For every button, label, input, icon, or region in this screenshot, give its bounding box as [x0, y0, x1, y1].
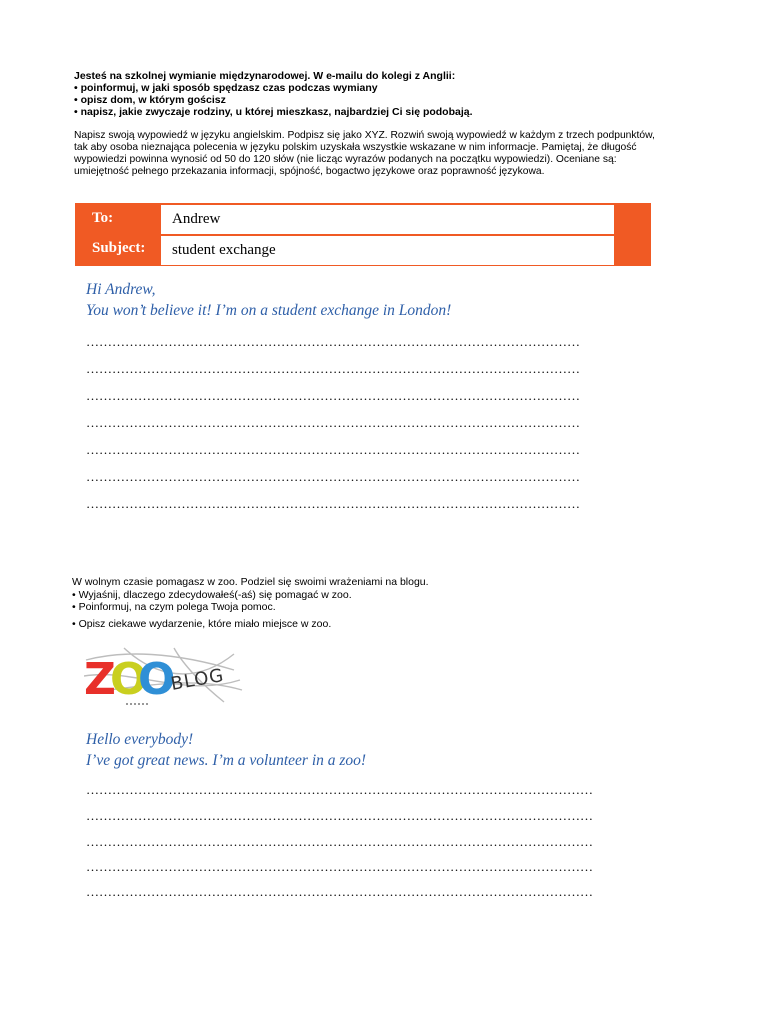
- task2-instructions: [72, 576, 429, 630]
- answer-line[interactable]: ……………………………………………………………………………………………………: [86, 388, 580, 403]
- zoo-letter-o: O: [138, 654, 176, 705]
- instruction-line: tak aby osoba nieznająca polecenia w języku polskim uzyskała wszystkie wskazane w nim informacje. Pamiętaj, że długość: [74, 142, 637, 153]
- task1-line: • poinformuj, w jaki sposób spędzasz czas podczas wymiany: [74, 82, 378, 94]
- answer-line[interactable]: ……………………………………………………………………………………………………: [86, 442, 580, 457]
- task1-line: • opisz dom, w którym gościsz: [74, 94, 226, 106]
- answer-line[interactable]: ……………………………………………………………………………………………………: [86, 361, 580, 376]
- zoo-blog-logo: [84, 646, 244, 706]
- blog-greeting: Hello everybody!: [86, 731, 194, 748]
- zoo-letter-z: Z: [84, 654, 116, 705]
- to-field[interactable]: Andrew: [161, 205, 614, 234]
- task1-instructions: [74, 70, 473, 118]
- email-header: [75, 203, 651, 266]
- to-label: To:: [92, 210, 114, 226]
- blog-opening: I’ve got great news. I’m a volunteer in a zoo!: [86, 752, 367, 769]
- answer-line[interactable]: ………………………………………………………………………………………………………: [86, 782, 593, 797]
- answer-line[interactable]: ……………………………………………………………………………………………………: [86, 415, 580, 430]
- answer-line[interactable]: ……………………………………………………………………………………………………: [86, 469, 580, 484]
- answer-line[interactable]: ……………………………………………………………………………………………………: [86, 334, 580, 349]
- answer-line[interactable]: ………………………………………………………………………………………………………: [86, 834, 593, 849]
- task1-line: • napisz, jakie zwyczaje rodziny, u której mieszkasz, najbardziej Ci się podobają.: [74, 106, 473, 118]
- instruction-line: wypowiedzi powinna wynosić od 50 do 120 słów (nie licząc wyrazów podanych na początku wypowiedzi). Oceniane są:: [74, 154, 617, 165]
- email-opening: You won’t believe it! I’m on a student exchange in London!: [86, 302, 452, 319]
- blog-word: BLOG: [169, 664, 226, 695]
- instruction-line: umiejętność pełnego przekazania informacji, spójność, bogactwo językowe oraz poprawność językowa.: [74, 166, 545, 177]
- task2-line: • Wyjaśnij, dlaczego zdecydowałeś(-aś) się pomagać w zoo.: [72, 588, 352, 601]
- zoo-letter-o: O: [110, 654, 148, 705]
- task2-line: • Poinformuj, na czym polega Twoja pomoc.: [72, 601, 276, 613]
- task2-line: • Opisz ciekawe wydarzenie, które miało miejsce w zoo.: [72, 617, 332, 630]
- writing-instructions: [74, 130, 714, 178]
- answer-line[interactable]: ………………………………………………………………………………………………………: [86, 859, 593, 874]
- email-greeting: Hi Andrew,: [86, 281, 156, 298]
- instruction-line: Napisz swoją wypowiedź w języku angielskim. Podpisz się jako XYZ. Rozwiń swoją wypowiedź w każdym z trzech podpunktów,: [74, 130, 655, 141]
- answer-line[interactable]: ……………………………………………………………………………………………………: [86, 496, 580, 511]
- answer-line[interactable]: ………………………………………………………………………………………………………: [86, 884, 593, 899]
- task2-line: W wolnym czasie pomagasz w zoo. Podziel się swoimi wrażeniami na blogu.: [72, 576, 429, 588]
- answer-line[interactable]: ………………………………………………………………………………………………………: [86, 808, 593, 823]
- subject-field[interactable]: student exchange: [161, 236, 614, 265]
- subject-label: Subject:: [92, 240, 146, 256]
- task1-line: Jesteś na szkolnej wymianie międzynarodowej. W e-mailu do kolegi z Anglii:: [74, 70, 456, 82]
